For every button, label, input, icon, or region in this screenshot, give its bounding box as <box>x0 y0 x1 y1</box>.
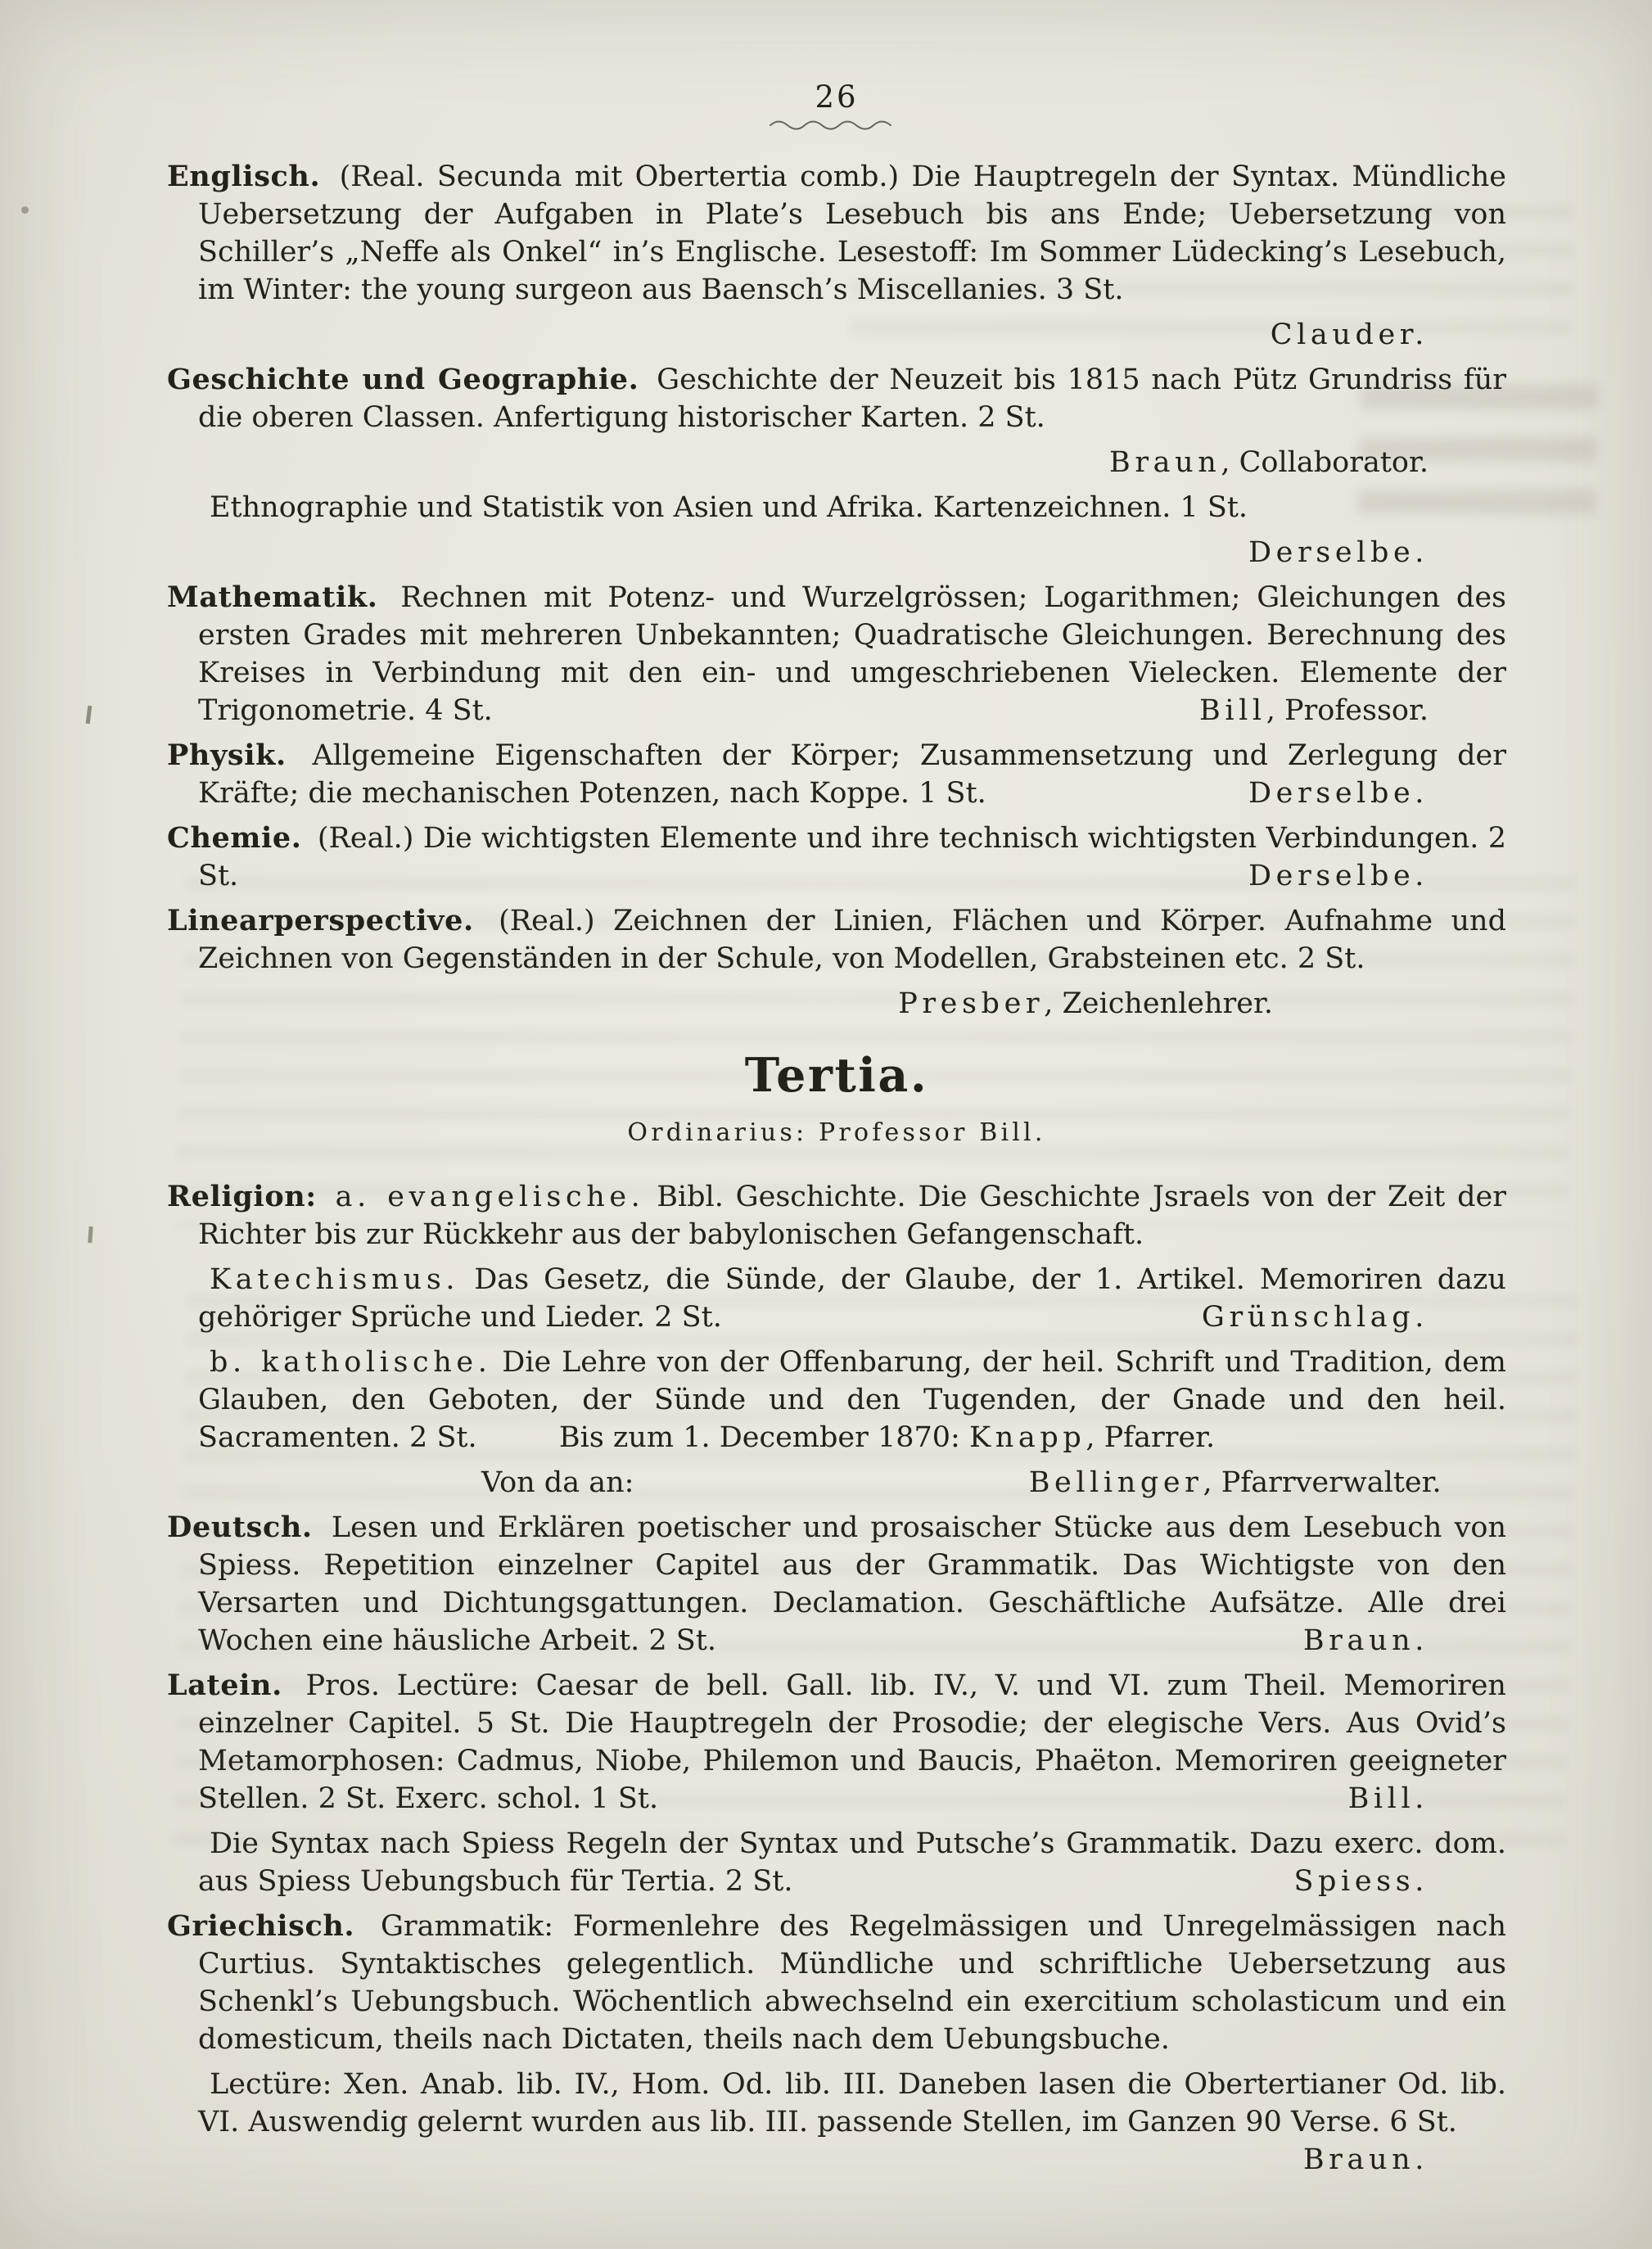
entry-text: Lesen und Erklären poetischer und prosaischer Stücke aus dem Lesebuch von Spiess. Repetition einzelner Capitel aus der Grammatik. Das Wichtigste von den Versarten und Dichtungsgattungen. Declamation. Geschäftliche Aufsätze. Alle drei Wochen eine häusliche Arbeit. 2 St. <box>198 1511 1506 1657</box>
entry-text: (Real.) Zeichnen der Linien, Flächen und Körper. Aufnahme und Zeichnen von Gegenständen in der Schule, von Modellen, Grabsteinen etc. 2 St. <box>198 905 1506 975</box>
teacher-change-label: Von da an: <box>481 1466 634 1499</box>
ink-speck <box>86 706 93 724</box>
entry-text: Die Syntax nach Spiess Regeln der Syntax und Putsche’s Grammatik. Dazu exerc. dom. aus Spiess Uebungsbuch für Tertia. 2 St. <box>198 1827 1506 1898</box>
entry-mathematik <box>167 579 1506 729</box>
teacher-signature <box>167 985 1506 1023</box>
teacher-name: Derselbe. <box>1248 860 1429 892</box>
katechismus-label: Katechismus. <box>210 1263 460 1296</box>
teacher-signature <box>167 316 1506 354</box>
section-subheading-ordinarius: Ordinarius: Professor Bill. <box>627 1118 1046 1147</box>
entry-text: Bibl. Geschichte. Die Geschichte Jsraels von der Zeit der Richter bis zur Rückkehr aus der babylonischen Gefangenschaft. <box>198 1181 1506 1251</box>
entry-religion-evangelisch <box>167 1178 1506 1253</box>
entry-text: (Real. Secunda mit Obertertia comb.) Die Hauptregeln der Syntax. Mündliche Uebersetzung der Aufgaben in Plate’s Lesebuch bis ans Ende; Uebersetzung von Schiller’s „Neffe als Onkel“ in’s Englische. Lesestoff: Im Sommer Lüdecking’s Lesebuch, im Winter: the young surgeon aus Baensch’s Miscellanies. 3 St. <box>198 160 1506 306</box>
entry-latein-continuation <box>167 1825 1506 1900</box>
page-header <box>167 79 1506 130</box>
subject-label-religion: Religion: <box>167 1180 317 1213</box>
subject-label-mathematik: Mathematik. <box>167 580 378 614</box>
teacher-name: Braun. <box>1302 2143 1429 2176</box>
teacher-name: Spiess. <box>1293 1865 1429 1898</box>
entry-religion-katholisch <box>167 1344 1506 1456</box>
entry-linearperspective <box>167 902 1506 978</box>
teacher-name: Clauder. <box>1270 318 1429 351</box>
teacher-signature <box>1302 1622 1429 1660</box>
teacher-title: , Collaborator. <box>1221 446 1429 479</box>
entry-text: (Real.) Die wichtigsten Elemente und ihre technisch wichtigsten Verbindungen. 2 St. <box>198 822 1506 892</box>
page-content <box>167 79 1506 2186</box>
entry-katechismus <box>167 1261 1506 1336</box>
teacher-signature <box>1190 1298 1429 1336</box>
teacher-name: Derselbe. <box>1248 777 1429 810</box>
teacher-name: Braun. <box>1302 1624 1429 1657</box>
teacher-title: , Professor. <box>1266 694 1429 727</box>
subject-label-geschichte: Geschichte und Geographie. <box>167 363 639 396</box>
entry-text: Allgemeine Eigenschaften der Körper; Zusammensetzung und Zerlegung der Kräfte; die mechanischen Potenzen, nach Koppe. 1 St. <box>198 739 1506 810</box>
teacher-title: , Pfarrverwalter. <box>1203 1466 1442 1499</box>
entry-chemie <box>167 820 1506 895</box>
subject-label-linearperspective: Linearperspective. <box>167 904 474 937</box>
religion-branch-label: a. evangelische. <box>335 1181 645 1213</box>
teacher-note: Bis zum 1. December 1870: <box>558 1421 960 1454</box>
teacher-name: Bellinger <box>1028 1466 1203 1499</box>
entry-text: Grammatik: Formenlehre des Regelmässigen und Unregelmässigen nach Curtius. Syntaktisches gelegentlich. Mündliche und schriftliche Uebersetzung aus Schenkl’s Uebungsbuch. Wöchentlich abwechselnd ein exercitium scholasticum und ein domesticum, theils nach Dictaten, theils nach dem Uebungsbuche. <box>198 1910 1506 2056</box>
entry-text: Die Lehre von der Offenbarung, der heil. Schrift und Tradition, dem Glauben, den Geboten, der Sünde und den Tugenden, der Gnade und den heil. Sacramenten. 2 St. <box>198 1346 1506 1454</box>
teacher-signature <box>1199 692 1429 729</box>
entry-text: Lectüre: Xen. Anab. lib. IV., Hom. Od. lib. III. Daneben lasen die Obertertianer Od. lib. VI. Auswendig gelernt wurden aus lib. III. passende Stellen, im Ganzen 90 Verse. 6 St. <box>198 2068 1506 2138</box>
teacher-name: Braun <box>1109 446 1221 479</box>
teacher-name: Knapp <box>968 1421 1086 1454</box>
ink-speck <box>21 206 29 214</box>
entry-text: Das Gesetz, die Sünde, der Glaube, der 1. Artikel. Memoriren dazu gehöriger Sprüche und Lieder. 2 St. <box>198 1263 1506 1334</box>
teacher-signature <box>1347 1780 1429 1818</box>
page-number-ornament <box>767 119 906 130</box>
teacher-signature <box>1248 775 1429 812</box>
subject-label-deutsch: Deutsch. <box>167 1511 313 1544</box>
section-heading-tertia: Tertia. <box>744 1048 929 1103</box>
teacher-change-line <box>167 1464 1506 1502</box>
teacher-signature <box>167 444 1506 481</box>
teacher-signature <box>1292 2141 1429 2179</box>
subject-label-latein: Latein. <box>167 1669 282 1702</box>
entry-griechisch <box>167 1908 1506 2058</box>
subject-label-physik: Physik. <box>167 738 287 772</box>
teacher-signature <box>1282 1863 1429 1900</box>
entry-griechisch-continuation <box>167 2066 1506 2179</box>
subject-label-englisch: Englisch. <box>167 160 321 193</box>
entry-geschichte-continuation <box>167 489 1506 526</box>
subject-label-chemie: Chemie. <box>167 821 302 855</box>
entry-latein <box>167 1667 1506 1818</box>
entry-deutsch <box>167 1509 1506 1660</box>
teacher-name: Presber <box>898 987 1045 1020</box>
teacher-name: Bill. <box>1347 1782 1429 1815</box>
teacher-signature <box>1248 857 1429 895</box>
teacher-title: , Zeichenlehrer. <box>1044 987 1273 1020</box>
religion-branch-label: b. katholische. <box>210 1346 492 1379</box>
entry-physik <box>167 737 1506 812</box>
teacher-name: Bill <box>1199 694 1266 727</box>
ink-speck <box>88 1226 93 1243</box>
entry-geschichte-geographie <box>167 361 1506 436</box>
entry-text: Rechnen mit Potenz- und Wurzelgrössen; Logarithmen; Gleichungen des ersten Grades mit mehreren Unbekannten; Quadratische Gleichungen. Berechnung des Kreises in Verbindung mit den ein- und umgeschriebenen Vielecken. Elemente der Trigonometrie. 4 St. <box>198 581 1506 727</box>
teacher-signature <box>167 534 1506 571</box>
entry-englisch <box>167 158 1506 309</box>
teacher-title: , Pfarrer. <box>1086 1421 1216 1454</box>
teacher-name: Grünschlag. <box>1201 1301 1429 1334</box>
teacher-name: Derselbe. <box>1248 536 1429 569</box>
entry-text: Geschichte der Neuzeit bis 1815 nach Pütz Grundriss für die oberen Classen. Anfertigung historischer Karten. 2 St. <box>198 364 1506 434</box>
entry-text: Ethnographie und Statistik von Asien und Afrika. Kartenzeichnen. 1 St. <box>210 491 1248 524</box>
page-number: 26 <box>815 79 859 115</box>
subject-label-griechisch: Griechisch. <box>167 1909 355 1943</box>
entry-text: Pros. Lectüre: Caesar de bell. Gall. lib. IV., V. und VI. zum Theil. Memoriren einzelner Capitel. 5 St. Die Hauptregeln der Prosodie; der elegische Vers. Aus Ovid’s Metamorphosen: Cadmus, Niobe, Philemon und Baucis, Phaëton. Memoriren geeigneter Stellen. 2 St. Exerc. schol. 1 St. <box>198 1669 1506 1815</box>
